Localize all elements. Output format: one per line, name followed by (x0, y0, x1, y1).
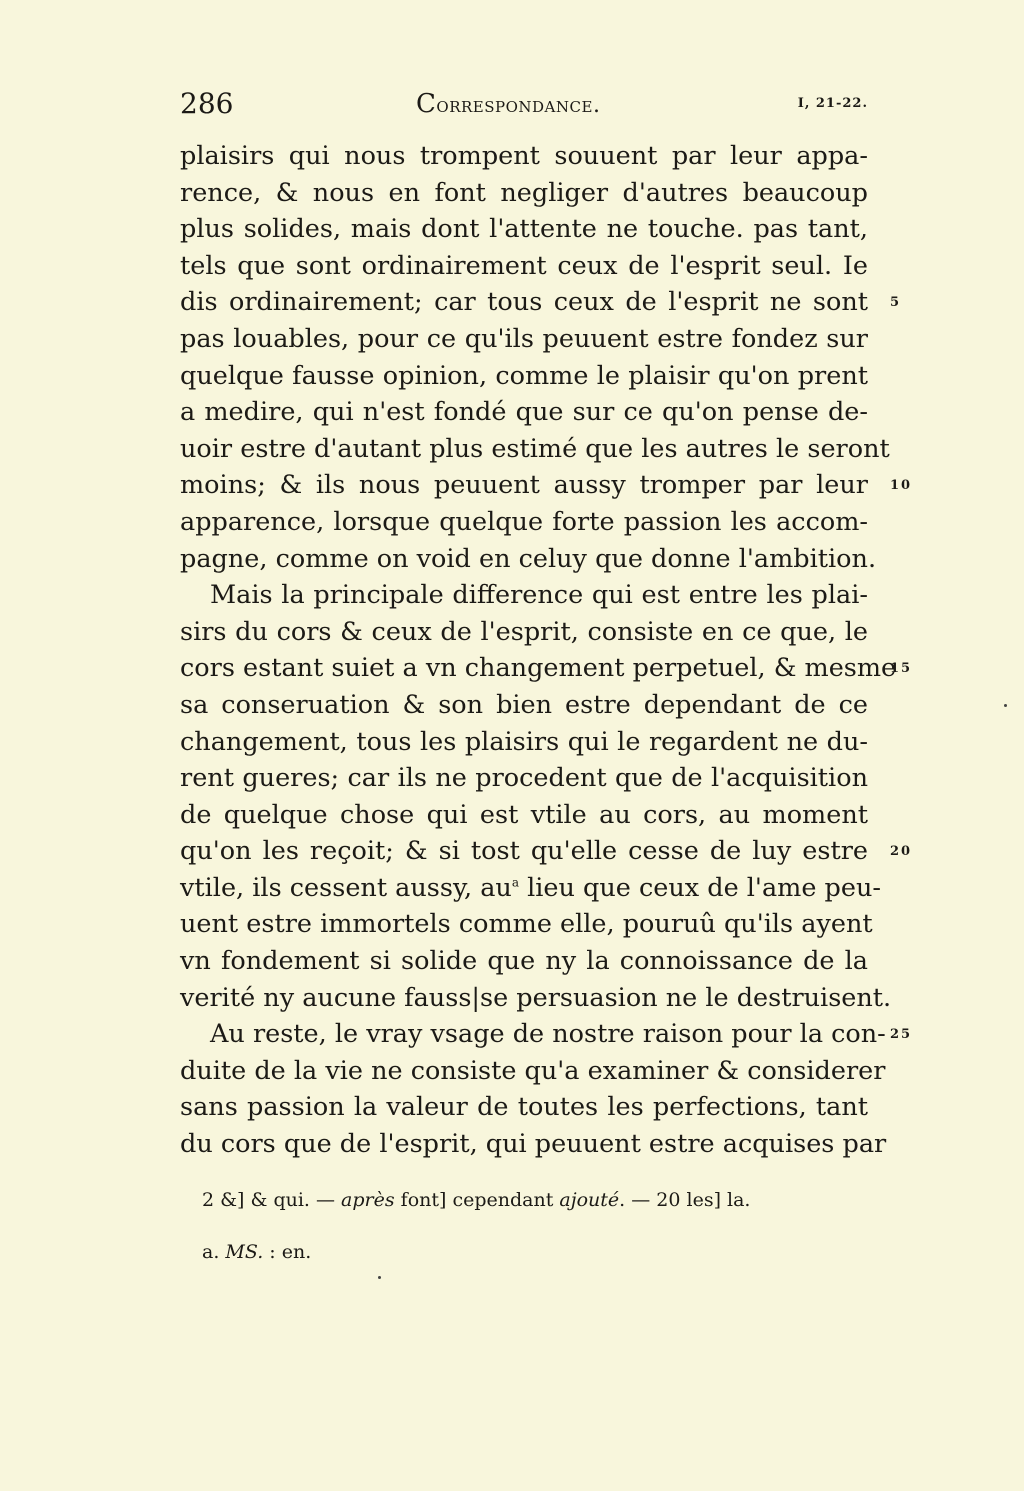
text-line: rence, & nous en font negliger d'autres beaucoup (180, 177, 868, 208)
text-line: Mais la principale difference qui est entre les plai- (210, 580, 868, 611)
text-line: sans passion la valeur de toutes les perfections, tant (180, 1092, 868, 1123)
line-number: 25 (890, 1027, 913, 1043)
page-number: 286 (180, 87, 234, 120)
text-line: quelque fausse opinion, comme le plaisir qu'on prent (180, 360, 868, 391)
text-line: cors estant suiet a vn changement perpetuel, & mesme (180, 653, 897, 684)
text-line: rent gueres; car ils ne procedent que de l'acquisition (180, 763, 868, 794)
variant-note (202, 1186, 842, 1214)
text-line: de quelque chose qui est vtile au cors, au moment (180, 799, 868, 830)
text-line: pagne, comme on void en celuy que donne l'ambition. (180, 543, 877, 574)
text-line: verité ny aucune fauss|se persuasion ne le destruisent. (180, 982, 892, 1013)
text-line: sa conseruation & son bien estre dependant de ce (180, 689, 868, 720)
text-line: plus solides, mais dont l'attente ne touche. pas tant, (180, 214, 868, 245)
footnote-text: : en. (263, 1241, 312, 1263)
body-text (180, 138, 897, 1163)
line-number: 20 (890, 844, 913, 860)
text-line: tels que sont ordinairement ceux de l'esprit seul. Ie (180, 250, 868, 281)
footnote-ms: MS. (225, 1241, 264, 1263)
running-title-rest: orrespondance. (436, 93, 601, 118)
text-line: uoir estre d'autant plus estimé que les autres le seront (180, 433, 890, 464)
paper-speck (378, 1276, 381, 1279)
notes (202, 1186, 842, 1266)
line-number: 5 (890, 295, 902, 311)
running-title (416, 84, 600, 126)
text-line: a medire, qui n'est fondé que sur ce qu'on pense de- (180, 397, 868, 428)
line-number: 15 (890, 661, 913, 677)
footnote-marker: a (511, 875, 519, 890)
text-line: apparence, lorsque quelque forte passion les accom- (180, 506, 868, 537)
text-line: vn fondement si solide que ny la connoissance de la (180, 946, 868, 977)
variant-text: . — 20 les] la. (619, 1189, 751, 1211)
variant-italic: après (341, 1189, 395, 1211)
variant-text: 2 &] & qui. — (202, 1189, 342, 1211)
text-line: duite de la vie ne consiste qu'a examiner & considerer (180, 1055, 886, 1086)
footnote-mark: a. (202, 1241, 226, 1263)
text-line: changement, tous les plaisirs qui le regardent ne du- (180, 726, 868, 757)
text-line: du cors que de l'esprit, qui peuuent estre acquises par (180, 1129, 887, 1160)
footnote (202, 1238, 842, 1266)
text-line-part: vtile, ils cessent aussy, au (180, 872, 512, 903)
running-title-initial: C (416, 89, 437, 119)
running-header (180, 84, 868, 124)
text-line: plaisirs qui nous trompent souuent par leur appa- (180, 141, 868, 171)
letter-reference: I, 21-22. (797, 96, 868, 111)
paper-speck (1004, 704, 1007, 707)
text-line: pas louables, pour ce qu'ils peuuent estre fondez sur (180, 323, 868, 354)
text-line-with-footnote (180, 870, 881, 907)
variant-italic: ajouté (559, 1189, 620, 1211)
text-line: uent estre immortels comme elle, pouruû qu'ils ayent (180, 909, 873, 940)
text-line: moins; & ils nous peuuent aussy tromper par leur (180, 470, 868, 501)
line-number: 10 (890, 478, 913, 494)
text-line: qu'on les reçoit; & si tost qu'elle cesse de luy estre (180, 836, 868, 867)
text-line: dis ordinairement; car tous ceux de l'esprit ne sont (180, 287, 868, 318)
variant-text: font] cependant (394, 1189, 560, 1211)
text-line: Au reste, le vray vsage de nostre raison pour la con- (210, 1019, 886, 1050)
text-line: sirs du cors & ceux de l'esprit, consiste en ce que, le (180, 616, 868, 647)
text-line-part: lieu que ceux de l'ame peu- (519, 872, 881, 903)
